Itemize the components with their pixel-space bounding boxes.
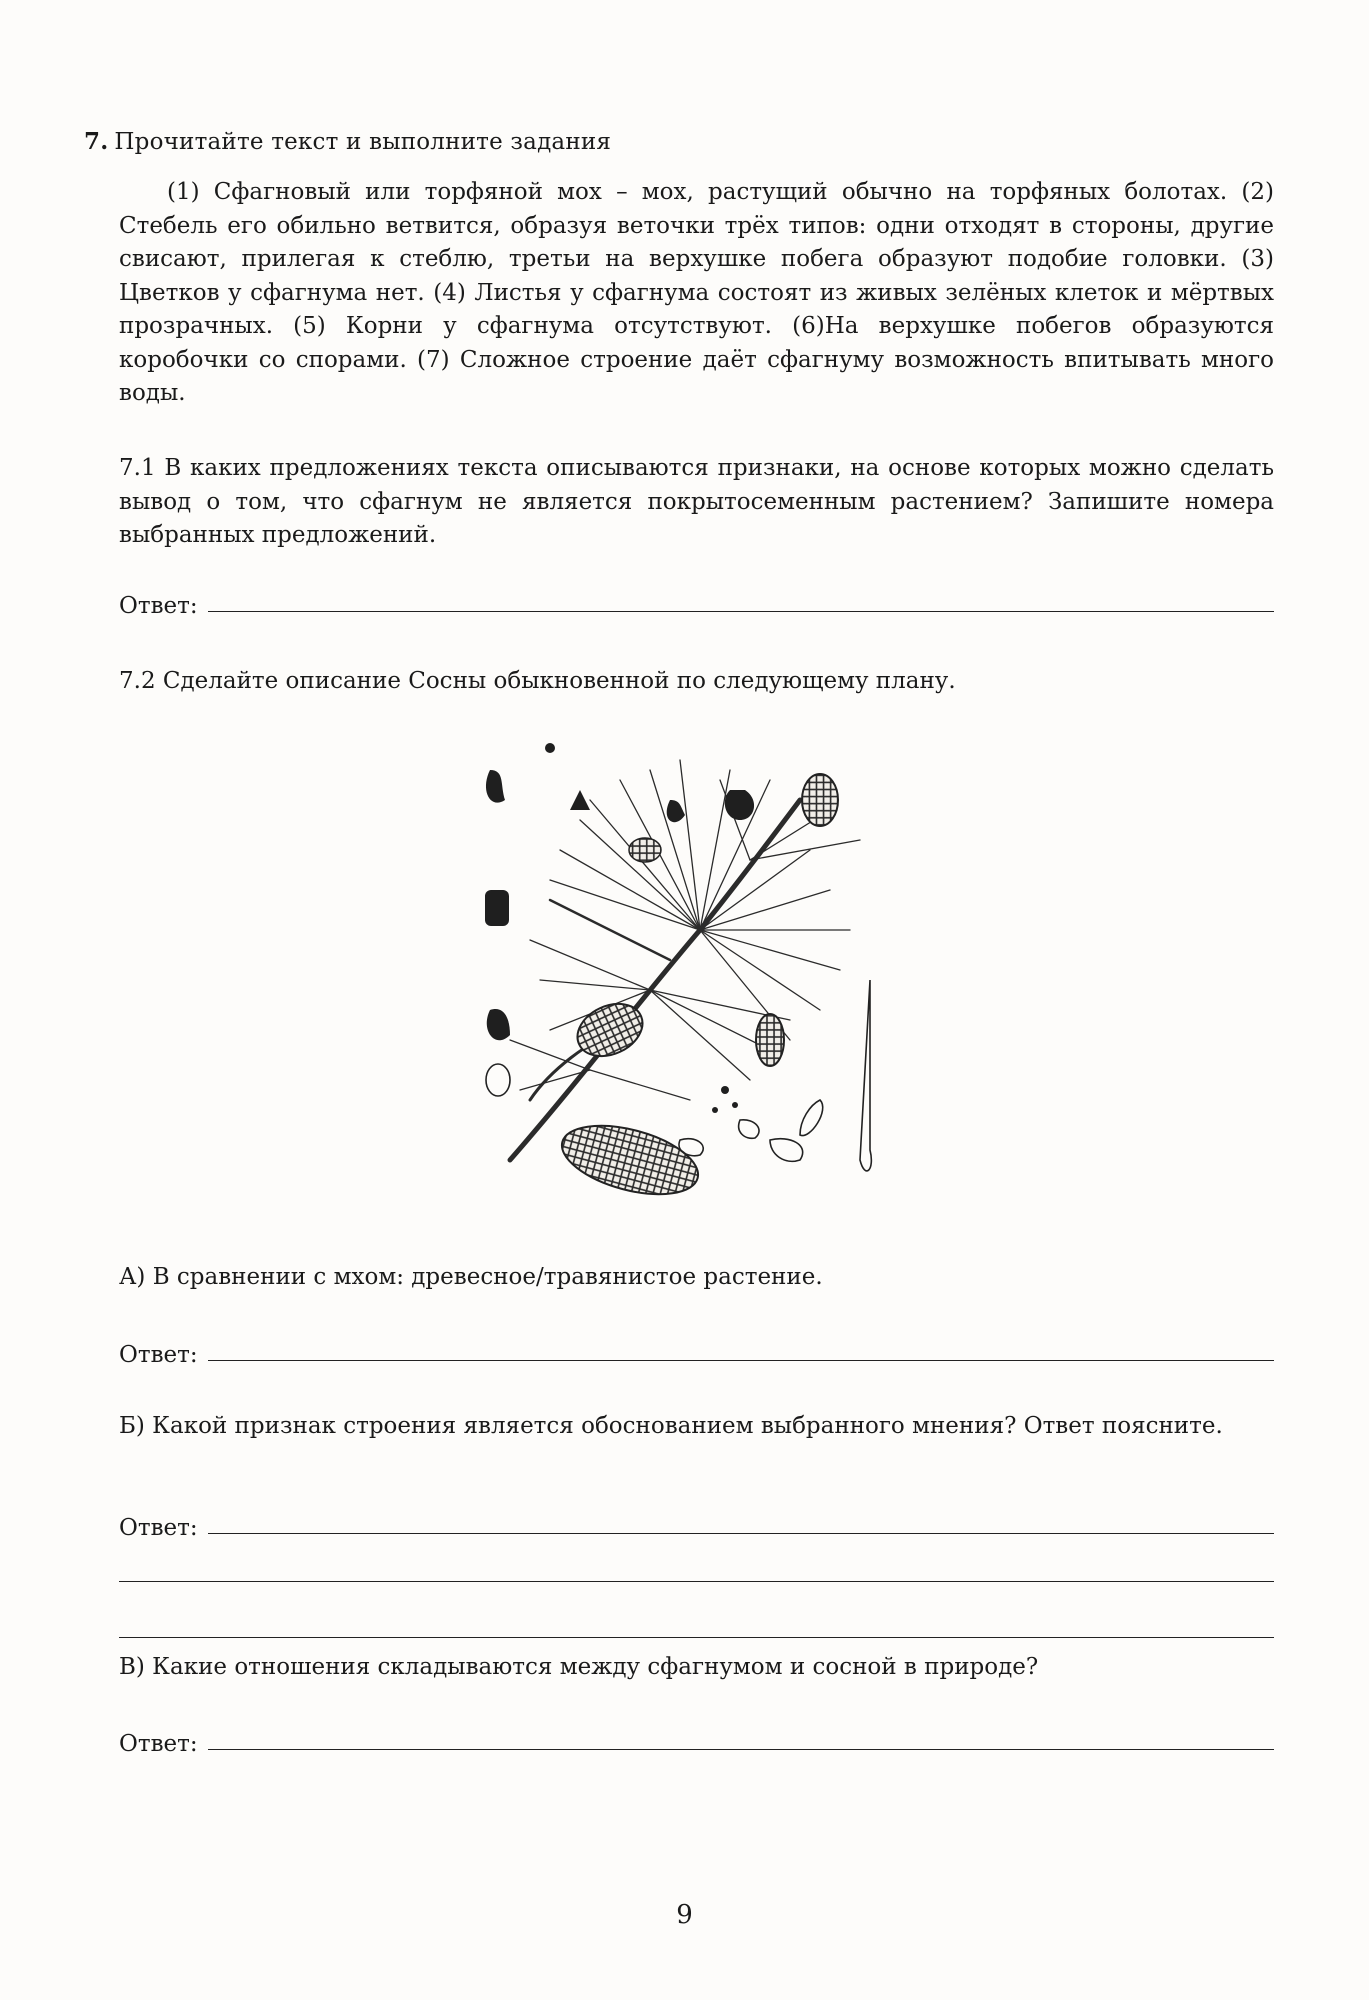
answer-line-extra[interactable] — [119, 1581, 1274, 1582]
task-passage — [119, 176, 1274, 411]
answer-line-extra[interactable] — [119, 1637, 1274, 1638]
answer-label: Ответ: — [119, 593, 198, 619]
question-v: В) Какие отношения складываются между сфагнумом и сосной в природе? — [119, 1654, 1039, 1680]
question-7-1: 7.1 В каких предложениях текста описываются признаки, на основе которых можно сделать вывод о том, что сфагнум не является покрытосеменным растением? Запишите номера выбранных предложений. — [119, 455, 1274, 548]
answer-line[interactable] — [208, 1749, 1274, 1750]
pine-branch-illustration — [470, 740, 890, 1210]
question-b: Б) Какой признак строения является обоснованием выбранного мнения? Ответ поясните. — [119, 1413, 1223, 1439]
task-title: Прочитайте текст и выполните задания — [114, 129, 612, 155]
answer-label: Ответ: — [119, 1515, 198, 1541]
page-number: 9 — [676, 1900, 693, 1930]
task-heading — [84, 128, 1239, 155]
answer-row-7-1 — [119, 585, 1274, 619]
answer-line[interactable] — [208, 1360, 1274, 1361]
answer-row-a — [119, 1334, 1274, 1368]
answer-line[interactable] — [208, 611, 1274, 612]
question-7-2: 7.2 Сделайте описание Сосны обыкновенной по следующему плану. — [119, 668, 956, 694]
answer-line[interactable] — [208, 1533, 1274, 1534]
answer-row-b — [119, 1507, 1274, 1541]
answer-label: Ответ: — [119, 1342, 198, 1368]
question-a: А) В сравнении с мхом: древесное/травянистое растение. — [119, 1264, 823, 1290]
task-number: 7. — [84, 128, 109, 155]
answer-row-v — [119, 1723, 1274, 1757]
passage-text: (1) Сфагновый или торфяной мох – мох, растущий обычно на торфяных болотах. (2) Стебель его обильно ветвится, образуя веточки трёх типов: одни отходят в стороны, другие свисают, прилегая к стеблю, третьи на верхушке побега образуют подобие головки. (3) Цветков у сфагнума нет. (4) Листья у сфагнума состоят из живых зелёных клеток и мёртвых прозрачных. (5) Корни у сфагнума отсутствуют. (6)На верхушке побегов образуются коробочки со спорами. (7) Сложное строение даёт сфагнуму возможность впитывать много воды. — [119, 179, 1274, 406]
answer-label: Ответ: — [119, 1731, 198, 1757]
